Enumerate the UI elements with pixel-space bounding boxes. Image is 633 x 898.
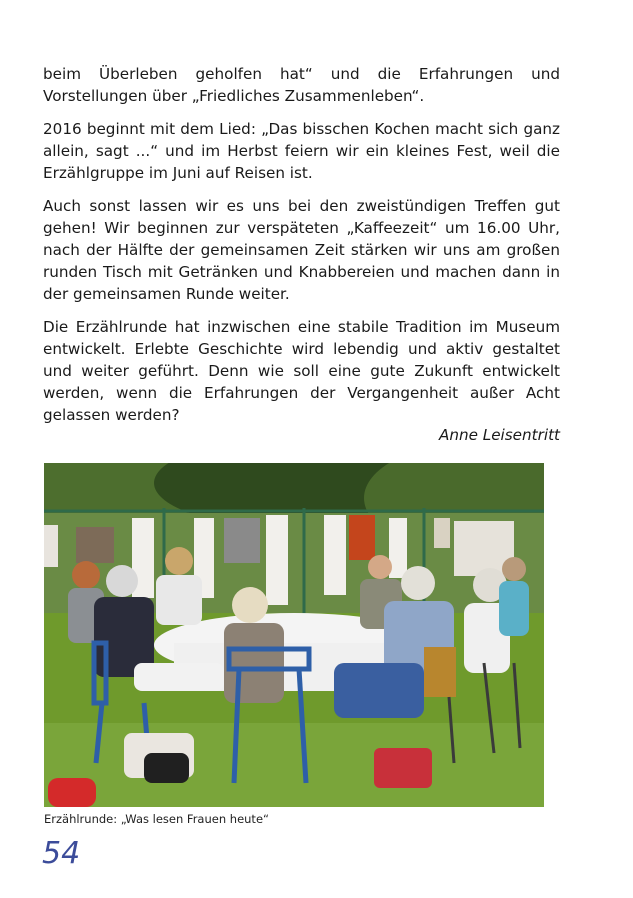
paragraph-2: 2016 beginnt mit dem Lied: „Das bisschen Kochen macht sich ganz allein, sagt ...“ und im Herbst feiern wir ein kleines Fest, weil die Erzählgruppe im Juni auf Reisen ist. — [43, 120, 560, 182]
paragraph-4: Die Erzählrunde hat inzwischen eine stabile Tradition im Museum entwickelt. Erlebte Geschichte wird lebendig und aktiv gestaltet und weiter geführt. Denn wie soll eine gute Zukunft entwickelt werden, wenn die Erfahrungen der Vergangenheit außer Acht gelassen werden? — [43, 318, 560, 424]
paragraph-1: beim Überleben geholfen hat“ und die Erfahrungen und Vorstellungen über „Friedliches Zusammenleben“. — [43, 65, 560, 105]
paragraph-3: Auch sonst lassen wir es uns bei den zweistündigen Treffen gut gehen! Wir beginnen zur verspäteten „Kaffeezeit“ um 16.00 Uhr, nach der Hälfte der gemeinsamen Zeit stärken wir uns am großen runden Tisch mit Getränken und Knabbereien und machen dann in der gemeinsamen Runde weiter. — [43, 197, 560, 303]
author-signature: Anne Leisentritt — [438, 426, 560, 444]
group-photo — [44, 463, 544, 807]
photo-caption: Erzählrunde: „Was lesen Frauen heute“ — [44, 812, 269, 826]
article-body — [43, 63, 560, 446]
page-number: 54 — [42, 836, 81, 871]
